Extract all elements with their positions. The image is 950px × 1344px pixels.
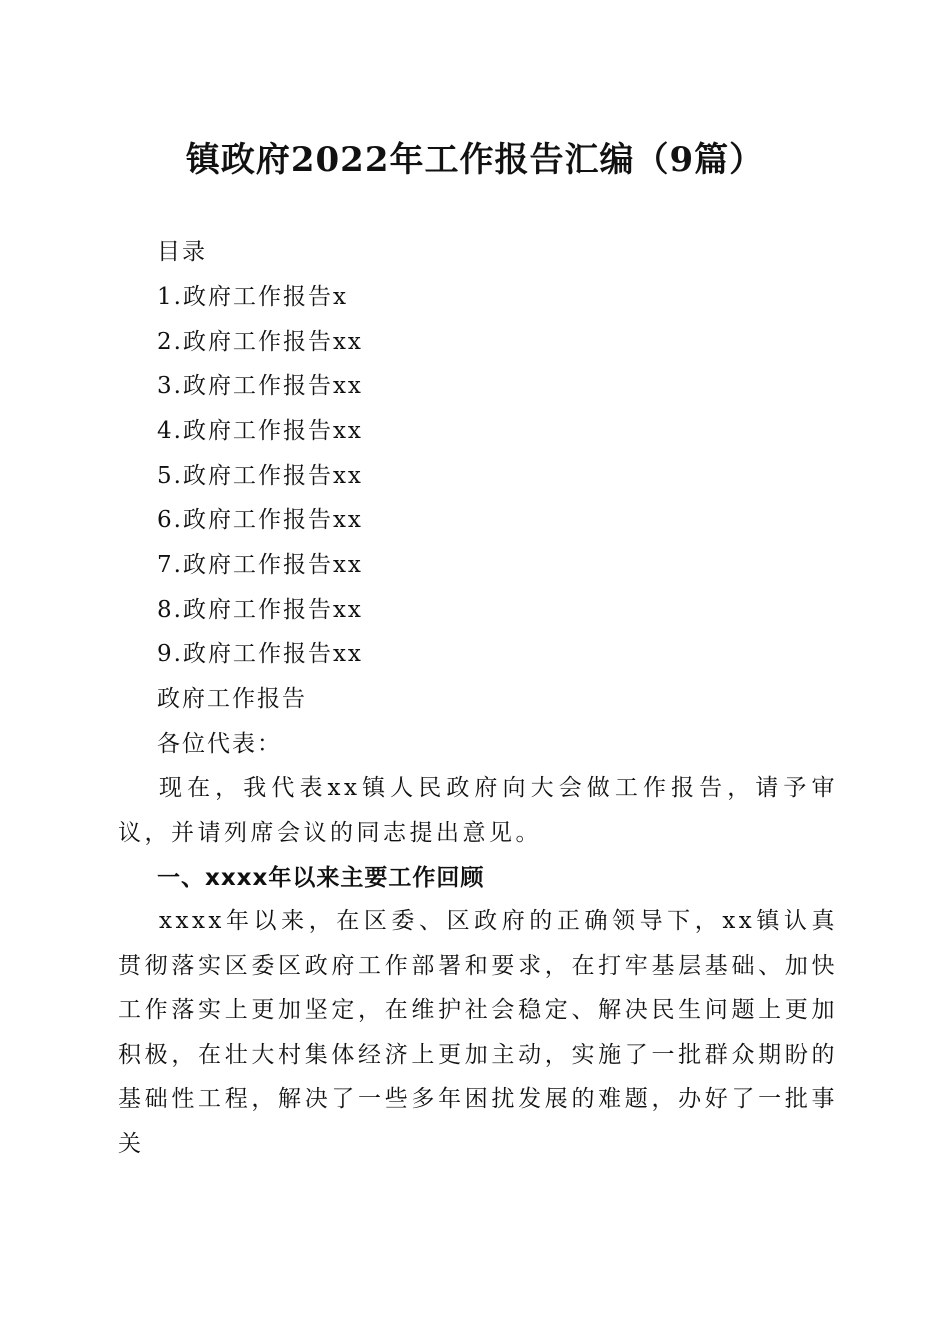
toc-item-6: 6.政府工作报告xx	[157, 507, 363, 533]
toc-item-5: 5.政府工作报告xx	[157, 463, 363, 489]
toc-item-3: 3.政府工作报告xx	[157, 373, 363, 399]
salutation: 各位代表：	[157, 731, 282, 757]
toc-item-4: 4.政府工作报告xx	[157, 418, 363, 444]
intro-paragraph: 现在，我代表xx镇人民政府向大会做工作报告，请予审议，并请列席会议的同志提出意见。	[118, 775, 838, 846]
toc-heading: 目录	[157, 239, 207, 265]
report-title: 政府工作报告	[157, 686, 307, 712]
toc-item-2: 2.政府工作报告xx	[157, 329, 363, 355]
section-heading: 一、xxxx年以来主要工作回顾	[157, 865, 485, 891]
toc-item-9: 9.政府工作报告xx	[157, 641, 363, 667]
document-title: 镇政府2022年工作报告汇编（9篇）	[185, 140, 765, 180]
toc-item-8: 8.政府工作报告xx	[157, 597, 363, 623]
section-paragraph: xxxx年以来，在区委、区政府的正确领导下，xx镇认真贯彻落实区委区政府工作部署和要求，在打牢基层基础、加快工作落实上更加坚定，在维护社会稳定、解决民生问题上更加积极，在壮大村集体经济上更加主动，实施了一批群众期盼的基础性工程，解决了一些多年困扰发展的难题，办好了一批事关	[118, 908, 838, 1157]
toc-item-1: 1.政府工作报告x	[157, 284, 348, 310]
toc-item-7: 7.政府工作报告xx	[157, 552, 363, 578]
